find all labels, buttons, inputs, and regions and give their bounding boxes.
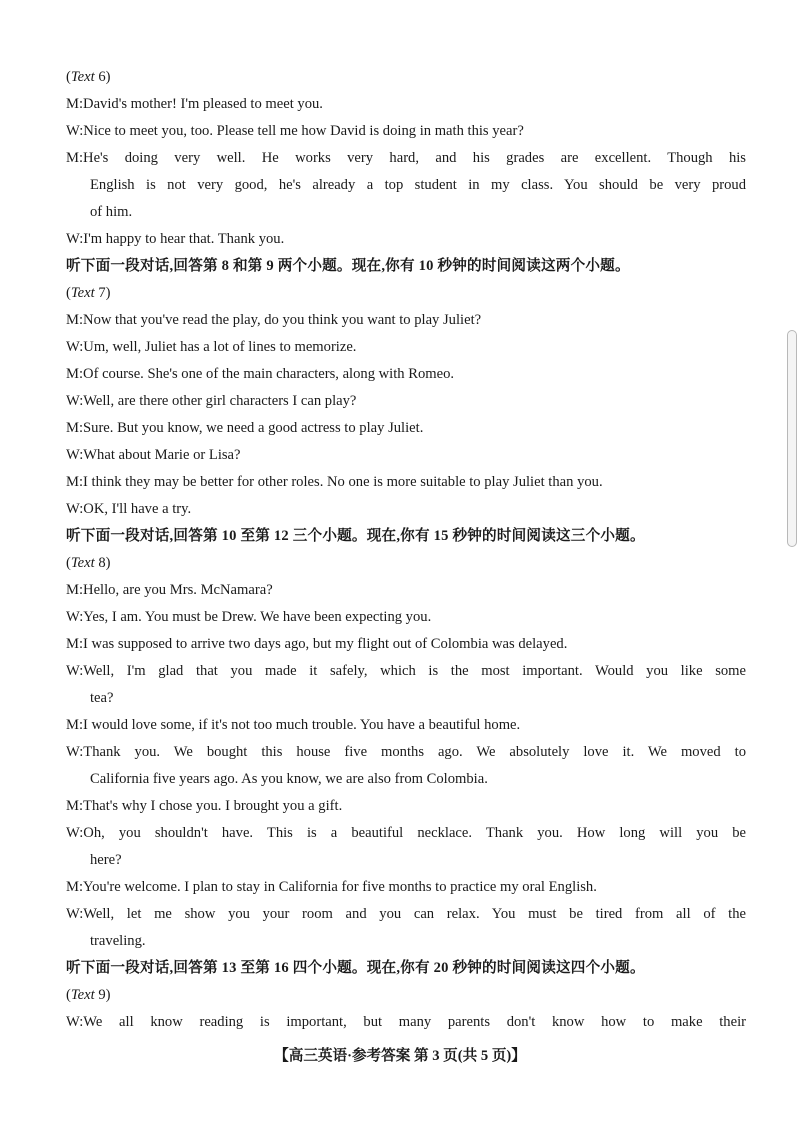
dialogue-line: M:Hello, are you Mrs. McNamara?	[66, 582, 273, 598]
dialogue-line: W:Yes, I am. You must be Drew. We have been expecting you.	[66, 609, 432, 625]
dialogue-line-continuation: tea?	[90, 690, 114, 706]
dialogue-line: M:That's why I chose you. I brought you a gift.	[66, 798, 343, 814]
dialogue-line: M:Of course. She's one of the main characters, along with Romeo.	[66, 366, 455, 382]
dialogue-line: W:Nice to meet you, too. Please tell me how David is doing in math this year?	[66, 123, 524, 139]
section-label-open: (	[66, 987, 71, 1003]
section-label-word: Text	[70, 285, 95, 301]
dialogue-line: W:Well, let me show you your room and you can relax. You must be tired from all of the	[66, 906, 746, 922]
dialogue-line: W:I'm happy to hear that. Thank you.	[66, 231, 285, 247]
section-label-open: (	[66, 285, 71, 301]
dialogue-line: M:Now that you've read the play, do you think you want to play Juliet?	[66, 312, 482, 328]
dialogue-line-continuation: traveling.	[90, 933, 146, 949]
transcript-body	[66, 64, 746, 1036]
dialogue-line: M:You're welcome. I plan to stay in California for five months to practice my oral English.	[66, 879, 597, 895]
section-label-number: 8)	[94, 555, 111, 571]
dialogue-line: W:Well, I'm glad that you made it safely, which is the most important. Would you like some	[66, 663, 746, 679]
section-label-word: Text	[70, 69, 95, 85]
section-label-number: 6)	[94, 69, 111, 85]
section-label-number: 7)	[94, 285, 111, 301]
dialogue-line: M:I was supposed to arrive two days ago, but my flight out of Colombia was delayed.	[66, 636, 568, 652]
dialogue-line-continuation: California five years ago. As you know, we are also from Colombia.	[90, 771, 488, 787]
dialogue-line: W:OK, I'll have a try.	[66, 501, 192, 517]
section-label	[66, 982, 746, 1009]
dialogue-line: M:Sure. But you know, we need a good actress to play Juliet.	[66, 420, 424, 436]
section-label	[66, 550, 746, 577]
dialogue-line: W:Thank you. We bought this house five months ago. We absolutely love it. We moved to	[66, 744, 746, 760]
scrollbar[interactable]	[787, 330, 797, 547]
dialogue-line: M:David's mother! I'm pleased to meet you.	[66, 96, 323, 112]
dialogue-line-continuation: of him.	[90, 204, 133, 220]
dialogue-line: M:I think they may be better for other roles. No one is more suitable to play Juliet than you.	[66, 474, 603, 490]
dialogue-line: W:We all know reading is important, but many parents don't know how to make their	[66, 1014, 746, 1030]
section-label	[66, 64, 746, 91]
dialogue-line-continuation: here?	[90, 852, 122, 868]
dialogue-line: M:He's doing very well. He works very hard, and his grades are excellent. Though his	[66, 150, 746, 166]
instruction-line: 听下面一段对话,回答第 13 至第 16 四个小题。现在,你有 20 秒钟的时间阅读这四个小题。	[66, 960, 645, 976]
dialogue-line: M:I would love some, if it's not too much trouble. You have a beautiful home.	[66, 717, 521, 733]
dialogue-line: W:Oh, you shouldn't have. This is a beautiful necklace. Thank you. How long will you be	[66, 825, 746, 841]
section-label-word: Text	[70, 555, 95, 571]
dialogue-line: W:Well, are there other girl characters I can play?	[66, 393, 357, 409]
dialogue-line: W:What about Marie or Lisa?	[66, 447, 241, 463]
section-label-word: Text	[70, 987, 95, 1003]
instruction-line: 听下面一段对话,回答第 10 至第 12 三个小题。现在,你有 15 秒钟的时间阅读这三个小题。	[66, 528, 645, 544]
section-label	[66, 280, 746, 307]
section-label-open: (	[66, 555, 71, 571]
dialogue-line-continuation: English is not very good, he's already a top student in my class. You should be very proud	[90, 177, 746, 193]
instruction-line: 听下面一段对话,回答第 8 和第 9 两个小题。现在,你有 10 秒钟的时间阅读这两个小题。	[66, 258, 630, 274]
dialogue-line: W:Um, well, Juliet has a lot of lines to memorize.	[66, 339, 357, 355]
section-label-number: 9)	[94, 987, 111, 1003]
page-footer: 【高三英语·参考答案 第 3 页(共 5 页)】	[274, 1048, 526, 1064]
section-label-open: (	[66, 69, 71, 85]
